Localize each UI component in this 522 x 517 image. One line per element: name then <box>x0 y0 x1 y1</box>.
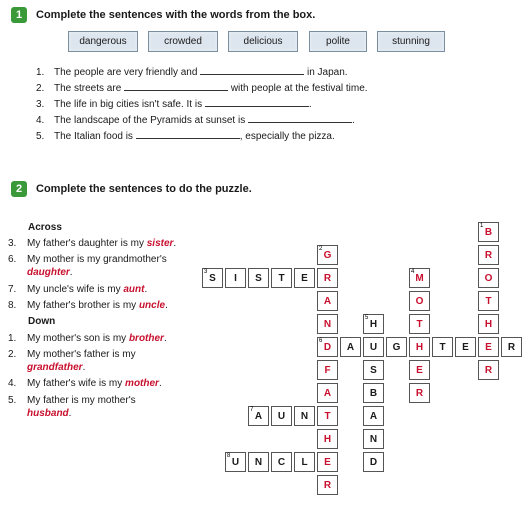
crossword-cell[interactable] <box>363 337 384 357</box>
word-box-item: delicious <box>228 31 298 52</box>
cell-letter: R <box>323 272 332 284</box>
cell-letter: A <box>346 341 355 353</box>
sentence-3: 3. The life in big cities isn't safe. It is . <box>36 96 312 110</box>
crossword-cell[interactable] <box>478 337 499 357</box>
cell-letter: H <box>415 341 424 353</box>
cell-letter: L <box>301 456 308 468</box>
cell-letter: B <box>484 226 493 238</box>
cell-letter: A <box>323 295 332 307</box>
down-heading: Down <box>28 316 56 327</box>
sentence-5: 5. The Italian food is , especially the pizza. <box>36 128 335 142</box>
crossword-cell[interactable] <box>340 337 361 357</box>
crossword-cell[interactable] <box>363 429 384 449</box>
crossword-cell[interactable] <box>294 268 315 288</box>
crossword-cell[interactable] <box>294 406 315 426</box>
crossword-cell[interactable] <box>271 406 292 426</box>
crossword-cell[interactable] <box>317 314 338 334</box>
cell-letter: U <box>277 410 286 422</box>
cell-letter: R <box>484 249 493 261</box>
down-clue-4: 4. My father's wife is my mother. <box>8 378 162 389</box>
crossword-cell[interactable] <box>317 268 338 288</box>
crossword-cell[interactable] <box>317 383 338 403</box>
crossword-cell[interactable] <box>501 337 522 357</box>
cell-letter: E <box>301 272 308 284</box>
crossword-cell[interactable] <box>317 475 338 495</box>
crossword-cell[interactable] <box>202 268 223 288</box>
crossword-cell[interactable] <box>363 452 384 472</box>
cell-letter: T <box>485 295 492 307</box>
crossword-cell[interactable] <box>478 314 499 334</box>
cell-letter: H <box>484 318 493 330</box>
cell-letter: E <box>416 364 423 376</box>
cell-letter: A <box>369 410 378 422</box>
crossword-cell[interactable] <box>478 291 499 311</box>
crossword-cell[interactable] <box>317 360 338 380</box>
crossword-cell[interactable] <box>294 452 315 472</box>
cell-letter: G <box>323 249 332 261</box>
cell-letter: T <box>324 410 331 422</box>
cell-letter: O <box>415 295 424 307</box>
word-box-item: dangerous <box>68 31 138 52</box>
cell-letter: S <box>255 272 262 284</box>
exercise-1-number: 1 <box>11 7 27 23</box>
cell-letter: E <box>485 341 492 353</box>
exercise-2-title: Complete the sentences to do the puzzle. <box>36 183 252 195</box>
clue-number: 5 <box>365 315 369 321</box>
down-clue-5: 5. My father is my mother's husband. <box>8 395 136 419</box>
cell-letter: T <box>416 318 423 330</box>
crossword-cell[interactable] <box>409 268 430 288</box>
sentence-1: 1. The people are very friendly and in Japan. <box>36 64 348 78</box>
cell-letter: R <box>507 341 516 353</box>
crossword-cell[interactable] <box>271 452 292 472</box>
crossword-cell[interactable] <box>363 383 384 403</box>
crossword-cell[interactable] <box>317 406 338 426</box>
crossword-cell[interactable] <box>271 268 292 288</box>
clue-number: 7 <box>250 407 254 413</box>
cell-letter: M <box>415 272 424 284</box>
crossword-cell[interactable] <box>317 429 338 449</box>
cell-letter: U <box>231 456 240 468</box>
cell-letter: A <box>254 410 263 422</box>
crossword-cell[interactable] <box>225 268 246 288</box>
crossword-cell[interactable] <box>363 360 384 380</box>
crossword-cell[interactable] <box>317 245 338 265</box>
cell-letter: T <box>278 272 285 284</box>
cell-letter: D <box>369 456 378 468</box>
cell-letter: R <box>323 479 332 491</box>
cell-letter: G <box>392 341 401 353</box>
cell-letter: C <box>277 456 286 468</box>
clue-number: 4 <box>411 269 415 275</box>
down-clue-2: 2. My mother's father is my grandfather. <box>8 349 136 373</box>
crossword-cell[interactable] <box>478 268 499 288</box>
cell-letter: N <box>300 410 309 422</box>
cell-letter: O <box>484 272 493 284</box>
cell-letter: N <box>369 433 378 445</box>
crossword-cell[interactable] <box>409 291 430 311</box>
sentence-2: 2. The streets are with people at the festival time. <box>36 80 368 94</box>
word-box-item: polite <box>309 31 367 52</box>
cell-letter: S <box>209 272 216 284</box>
cell-letter: U <box>369 341 378 353</box>
cell-letter: A <box>323 387 332 399</box>
clue-number: 8 <box>227 453 231 459</box>
crossword-cell[interactable] <box>248 406 269 426</box>
crossword-cell[interactable] <box>317 291 338 311</box>
exercise-2-number: 2 <box>11 181 27 197</box>
crossword-cell[interactable] <box>478 245 499 265</box>
cell-letter: S <box>370 364 377 376</box>
crossword-cell[interactable] <box>317 337 338 357</box>
crossword-cell[interactable] <box>317 452 338 472</box>
crossword-cell[interactable] <box>248 452 269 472</box>
crossword-cell[interactable] <box>478 222 499 242</box>
answer-blank[interactable] <box>200 64 304 75</box>
answer-blank[interactable] <box>205 96 309 107</box>
across-clue-8: 8. My father's brother is my uncle. <box>8 300 168 311</box>
clue-number: 6 <box>319 338 323 344</box>
exercise-1-title: Complete the sentences with the words from the box. <box>36 9 316 21</box>
answer-blank[interactable] <box>124 80 228 91</box>
word-box-item: crowded <box>148 31 218 52</box>
crossword-cell[interactable] <box>409 383 430 403</box>
clue-number: 3 <box>204 269 208 275</box>
cell-letter: I <box>234 272 237 284</box>
crossword-cell[interactable] <box>455 337 476 357</box>
cell-letter: T <box>439 341 446 353</box>
cell-letter: R <box>484 364 493 376</box>
answer-blank[interactable] <box>136 128 240 139</box>
across-clue-7: 7. My uncle's wife is my aunt. <box>8 284 148 295</box>
clue-number: 1 <box>480 223 484 229</box>
crossword-cell[interactable] <box>248 268 269 288</box>
down-clue-1: 1. My mother's son is my brother. <box>8 333 167 344</box>
cell-letter: R <box>415 387 424 399</box>
crossword-cell[interactable] <box>363 406 384 426</box>
answer-blank[interactable] <box>248 112 352 123</box>
cell-letter: H <box>323 433 332 445</box>
cell-letter: E <box>324 456 331 468</box>
crossword-cell[interactable] <box>432 337 453 357</box>
across-clue-6: 6. My mother is my grandmother's daughter. <box>8 254 167 278</box>
cell-letter: D <box>323 341 332 353</box>
crossword-cell[interactable] <box>409 337 430 357</box>
word-box-item: stunning <box>377 31 445 52</box>
sentence-4: 4. The landscape of the Pyramids at sunset is . <box>36 112 355 126</box>
crossword-cell[interactable] <box>409 360 430 380</box>
cell-letter: E <box>462 341 469 353</box>
clue-number: 2 <box>319 246 323 252</box>
across-heading: Across <box>28 222 62 233</box>
crossword-cell[interactable] <box>386 337 407 357</box>
cell-letter: B <box>369 387 378 399</box>
cell-letter: N <box>254 456 263 468</box>
crossword-cell[interactable] <box>363 314 384 334</box>
crossword-cell[interactable] <box>478 360 499 380</box>
crossword-cell[interactable] <box>225 452 246 472</box>
across-clue-3: 3. My father's daughter is my sister. <box>8 238 177 249</box>
cell-letter: H <box>369 318 378 330</box>
cell-letter: F <box>324 364 331 376</box>
crossword-cell[interactable] <box>409 314 430 334</box>
cell-letter: N <box>323 318 332 330</box>
